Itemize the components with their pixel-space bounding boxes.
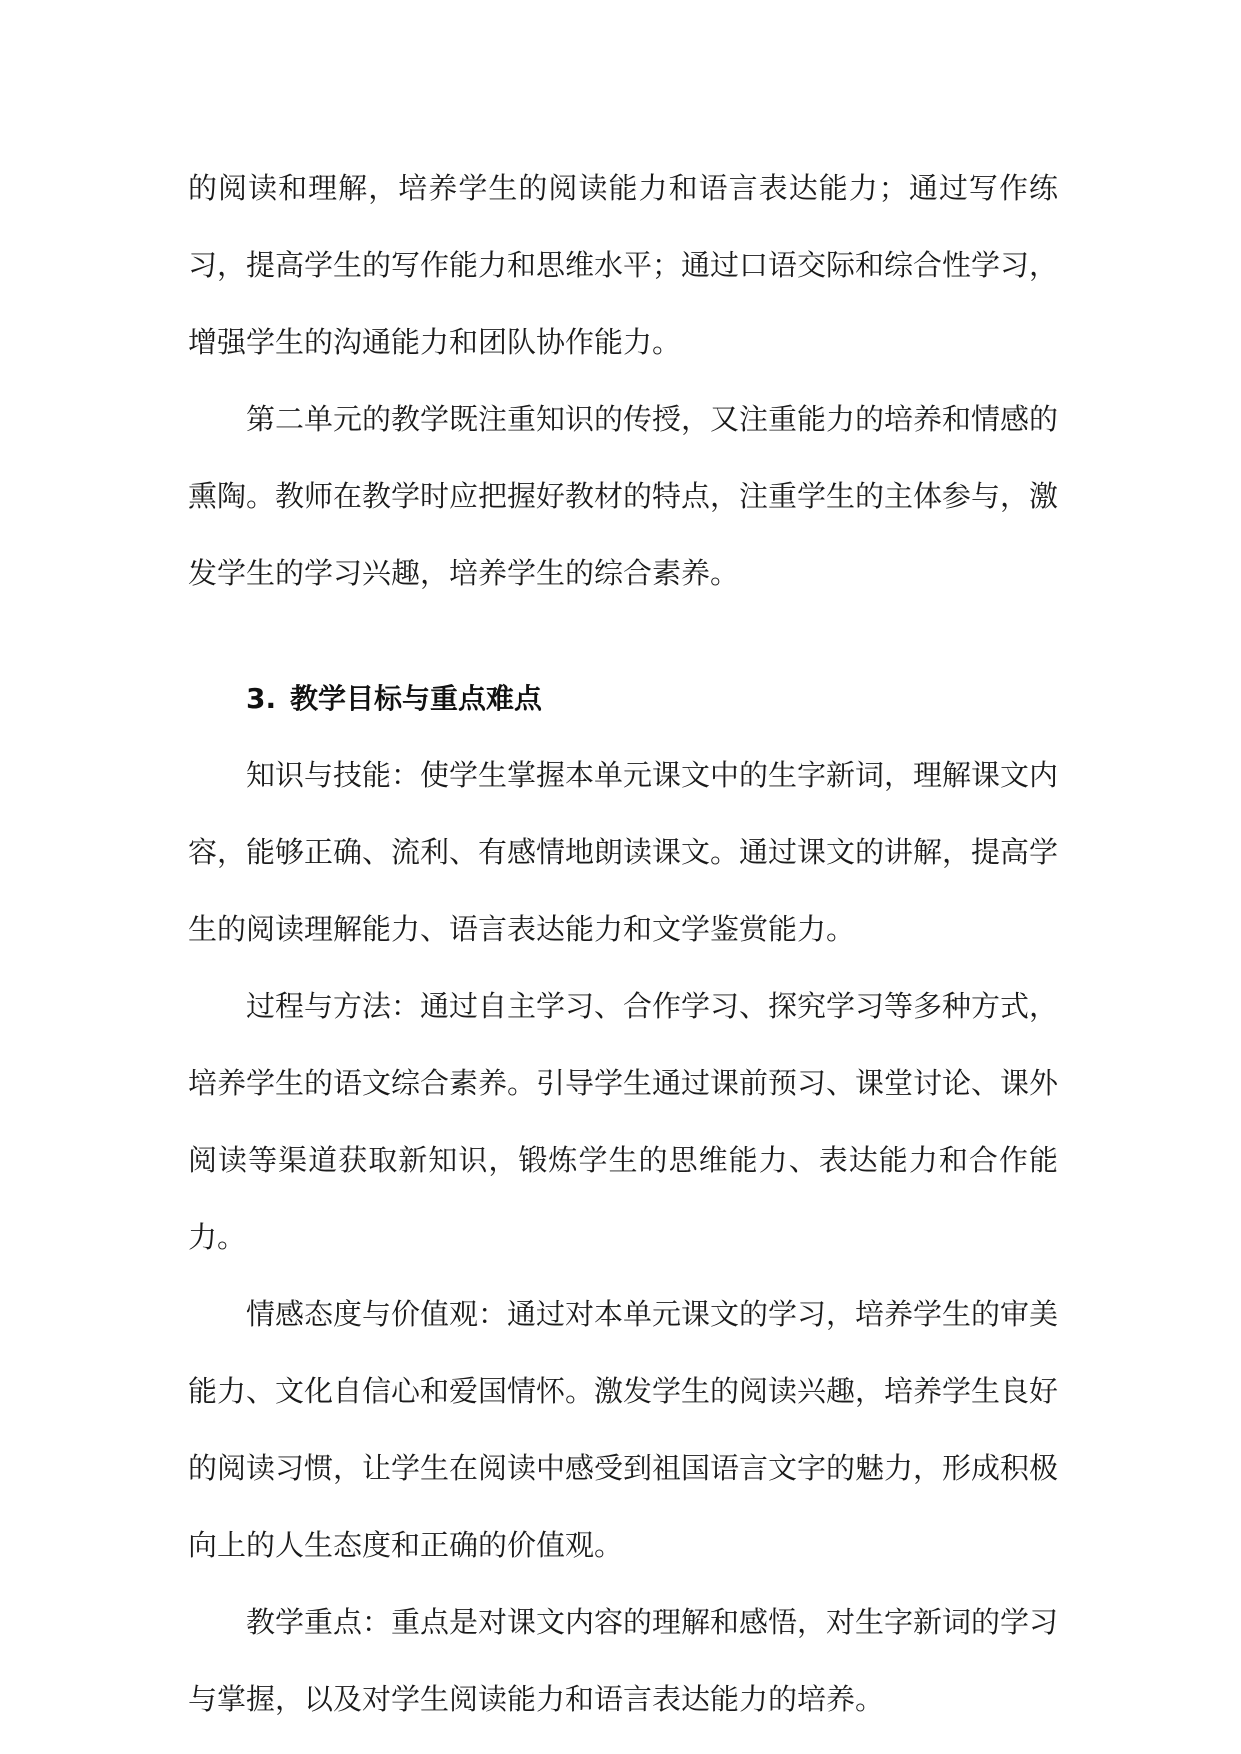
paragraph-emotion-values: 情感态度与价值观：通过对本单元课文的学习，培养学生的审美能力、文化自信心和爱国情怀。激发学生的阅读兴趣，培养学生良好的阅读习惯，让学生在阅读中感受到祖国语言文字的魅力，形成积极向上的人生态度和正确的价值观。 [188, 1297, 1059, 1562]
document-body [188, 150, 1058, 1738]
paragraph-process-methods: 过程与方法：通过自主学习、合作学习、探究学习等多种方式，培养学生的语文综合素养。引导学生通过课前预习、课堂讨论、课外阅读等渠道获取新知识，锻炼学生的思维能力、表达能力和合作能力。 [188, 989, 1059, 1254]
paragraph-teaching-focus: 教学重点：重点是对课文内容的理解和感悟，对生字新词的学习与掌握，以及对学生阅读能力和语言表达能力的培养。 [188, 1605, 1059, 1716]
section-number: 3. [246, 682, 277, 715]
section-title: 教学目标与重点难点 [290, 682, 543, 715]
paragraph-unit-two-summary: 第二单元的教学既注重知识的传授，又注重能力的培养和情感的熏陶。教师在教学时应把握好教材的特点，注重学生的主体参与，激发学生的学习兴趣，培养学生的综合素养。 [188, 402, 1059, 590]
paragraph-continuation: 的阅读和理解，培养学生的阅读能力和语言表达能力；通过写作练习，提高学生的写作能力和思维水平；通过口语交际和综合性学习，增强学生的沟通能力和团队协作能力。 [188, 171, 1059, 359]
section-heading [188, 660, 1058, 737]
paragraph-knowledge-skills: 知识与技能：使学生掌握本单元课文中的生字新词，理解课文内容，能够正确、流利、有感情地朗读课文。通过课文的讲解，提高学生的阅读理解能力、语言表达能力和文学鉴赏能力。 [188, 758, 1059, 946]
